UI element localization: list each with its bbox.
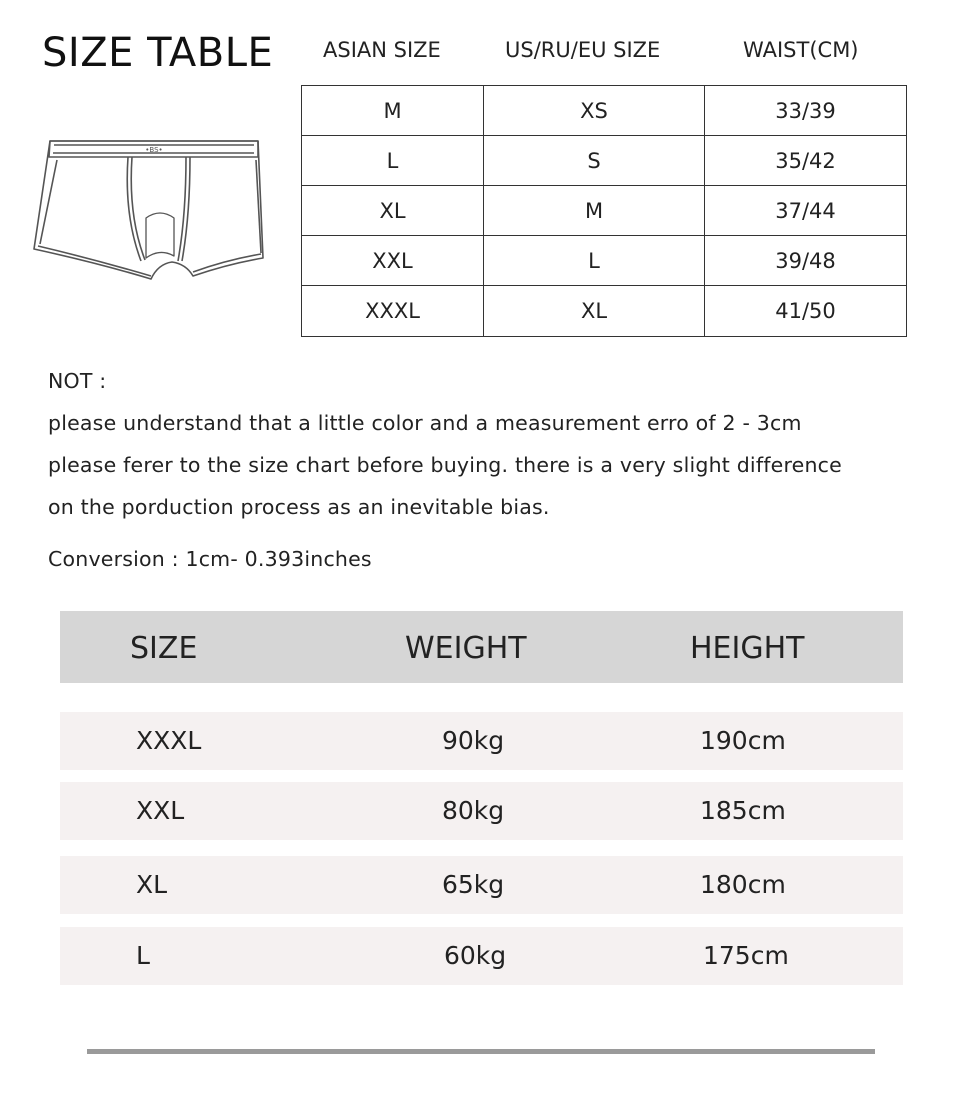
conversion-note: Conversion : 1cm- 0.393inches (48, 547, 372, 571)
header-asian-size: ASIAN SIZE (323, 38, 441, 62)
size-table-cell: XS (484, 86, 705, 136)
fit-weight: 80kg (442, 796, 505, 825)
fit-table-row (60, 856, 903, 914)
note-line: on the porduction process as an inevitable bias. (48, 495, 550, 519)
header-size: SIZE (130, 631, 198, 666)
size-table-cell: M (302, 86, 484, 136)
size-table-cell: 33/39 (705, 86, 906, 136)
fit-height: 180cm (700, 870, 786, 899)
fit-weight: 60kg (444, 941, 507, 970)
fit-weight: 90kg (442, 726, 505, 755)
header-weight: WEIGHT (405, 631, 527, 666)
fit-table-header (60, 611, 903, 683)
size-table-cell: M (484, 186, 705, 236)
fit-size: XXL (136, 796, 185, 825)
fit-height: 185cm (700, 796, 786, 825)
note-label: NOT : (48, 369, 107, 393)
fit-size: XL (136, 870, 168, 899)
fit-size: L (136, 941, 150, 970)
size-table-cell: XXL (302, 236, 484, 286)
bottom-divider (87, 1049, 875, 1054)
size-table-cell: 41/50 (775, 299, 836, 323)
header-us-ru-eu-size: US/RU/EU SIZE (505, 38, 661, 62)
note-line: please ferer to the size chart before buying. there is a very slight difference (48, 453, 842, 477)
header-height: HEIGHT (690, 631, 805, 666)
fit-height: 175cm (703, 941, 789, 970)
boxer-briefs-icon (28, 136, 273, 290)
fit-table-row (60, 712, 903, 770)
size-table-cell: L (302, 136, 484, 186)
size-table (301, 85, 907, 337)
note-line: please understand that a little color and a measurement erro of 2 - 3cm (48, 411, 802, 435)
size-table-cell: XXXL (302, 286, 484, 336)
brand-label: •BS• (145, 146, 163, 154)
size-table-cell: S (484, 136, 705, 186)
fit-height: 190cm (700, 726, 786, 755)
size-table-cell: 39/48 (705, 236, 906, 286)
size-table-cell: XL (302, 186, 484, 236)
fit-table-row (60, 927, 903, 985)
page-title: SIZE TABLE (42, 30, 274, 76)
size-table-cell: 35/42 (705, 136, 906, 186)
size-table-cell: L (484, 236, 705, 286)
size-table-cell: XL (484, 286, 705, 336)
fit-size: XXXL (136, 726, 202, 755)
fit-weight: 65kg (442, 870, 505, 899)
header-waist: WAIST(CM) (743, 38, 859, 62)
fit-table-row (60, 782, 903, 840)
size-table-cell: 37/44 (705, 186, 906, 236)
